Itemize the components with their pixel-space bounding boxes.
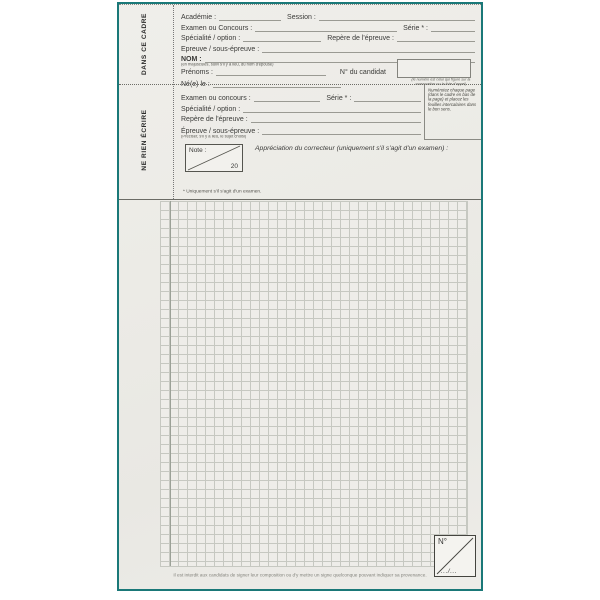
ne-le-label: Né(e) le : <box>181 80 210 88</box>
session-field <box>319 12 475 21</box>
sidebar-ne-rien-ecrire <box>119 5 174 199</box>
row-specialite-repere <box>181 32 475 43</box>
academie-field <box>219 12 281 21</box>
candidate-number-box <box>397 59 471 78</box>
epreuve2-field <box>262 126 421 135</box>
prenoms-label: Prénoms : <box>181 68 213 76</box>
numbering-instructions-box <box>424 85 481 140</box>
serie2-field <box>354 93 421 102</box>
nom-note: (en majuscules, suivi s'il y a lieu, du nom d'épouse) <box>181 62 274 67</box>
page-number-label: N° <box>438 537 447 546</box>
anti-signing-warning: Il est interdit aux candidats de signer leur composition ou d'y mettre un signe quelconque pouvant indiquer sa provenance. <box>173 573 427 579</box>
page-number-box <box>434 535 476 577</box>
row2-epreuve <box>181 123 421 135</box>
nom-label: NOM : <box>181 55 202 63</box>
numbering-instructions-text: Numérotez chaque page (dans le cadre en bas de la page) et placez les feuilles intercalaires dans le bon sens. <box>428 88 477 112</box>
repere2-field <box>251 114 421 123</box>
row-epreuve <box>181 42 475 53</box>
serie-field <box>431 23 475 32</box>
row2-examen-serie <box>181 91 421 102</box>
exam-footnote: * Uniquement s'il s'agit d'un examen. <box>183 189 262 195</box>
exam-section <box>181 91 421 141</box>
prenoms-field <box>216 67 326 76</box>
examen2-label: Examen ou concours : <box>181 94 251 102</box>
candidate-number-note: (le numéro est celui qui figure sur la convocation ou la liste d'appel) <box>411 78 471 86</box>
sidebar-label-ne-rien-ecrire: NE RIEN ÉCRIRE <box>141 109 148 171</box>
squared-writing-area <box>160 201 468 567</box>
specialite2-field <box>243 104 421 113</box>
repere-label: Repère de l'épreuve : <box>327 35 394 43</box>
epreuve2-note: (Préciser, s'il y a lieu, le sujet choisi) <box>181 134 247 139</box>
examen-label: Examen ou Concours : <box>181 24 253 32</box>
candidat-label: N° du candidat <box>339 68 386 76</box>
examen-field <box>255 23 397 32</box>
serie2-label: Série * : <box>326 94 352 102</box>
page-number-value: .../... <box>441 568 458 575</box>
examen2-field <box>254 93 321 102</box>
row2-specialite <box>181 102 421 113</box>
specialite-field <box>243 33 321 42</box>
epreuve2-label: Épreuve / sous-épreuve : <box>181 127 260 135</box>
sidebar-label-dans-ce-cadre: DANS CE CADRE <box>141 13 148 75</box>
grade-box <box>185 144 243 172</box>
specialite-label: Spécialité / option : <box>181 35 241 43</box>
academie-label: Académie : <box>181 13 217 21</box>
repere-field <box>397 33 475 42</box>
specialite2-label: Spécialité / option : <box>181 105 241 113</box>
candidate-section <box>181 10 475 88</box>
epreuve-label: Epreuve / sous-épreuve : <box>181 46 260 54</box>
epreuve-field <box>262 44 475 53</box>
note-label: Note : <box>189 147 207 154</box>
session-label: Session : <box>287 13 316 21</box>
row2-repere <box>181 113 421 124</box>
serie-label: Série * : <box>403 24 428 32</box>
row-examen-serie <box>181 21 475 32</box>
margin-rule <box>170 201 171 566</box>
exam-answer-sheet <box>117 2 483 591</box>
form-header <box>119 4 481 200</box>
ne-le-field <box>213 79 341 88</box>
note-denominator: 20 <box>230 163 238 170</box>
appreciation-label: Appréciation du correcteur (uniquement s'il s'agit d'un examen) : <box>255 145 449 152</box>
repere2-label: Repère de l'épreuve : <box>181 116 248 124</box>
row-academie-session <box>181 10 475 21</box>
